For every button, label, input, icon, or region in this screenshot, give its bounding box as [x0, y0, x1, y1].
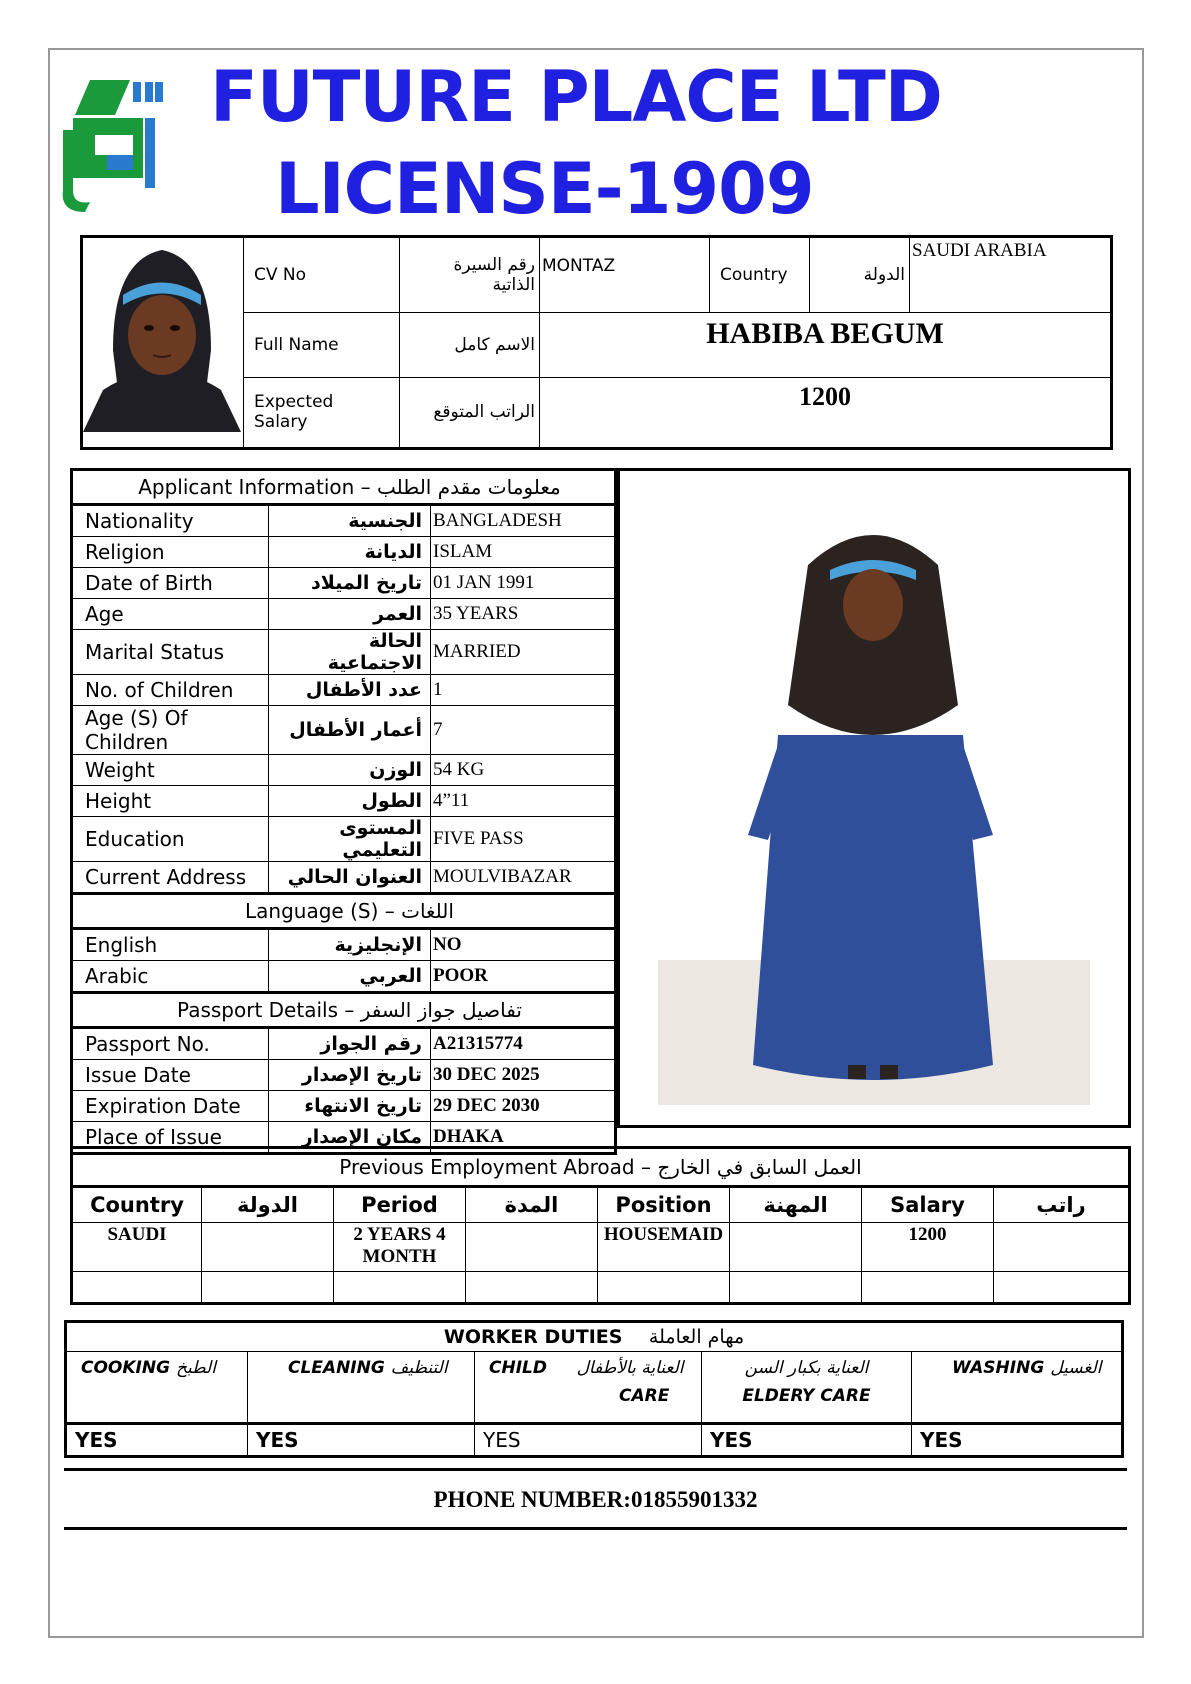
row-value: 35 YEARS: [431, 599, 616, 630]
col-salary: Salary: [862, 1187, 994, 1223]
emp-country: SAUDI: [72, 1223, 202, 1272]
row-label-ar: تاريخ الانتهاء: [269, 1091, 431, 1122]
row-label-ar: الديانة: [269, 537, 431, 568]
row-label-ar: رقم الجواز: [269, 1028, 431, 1060]
duty-value: YES: [66, 1424, 248, 1457]
table-row: [72, 706, 616, 755]
col-position-ar: المهنة: [730, 1187, 862, 1223]
duty-cooking: COOKING الطبخ: [66, 1352, 248, 1424]
row-label: English: [72, 929, 269, 961]
row-value: NO: [431, 929, 616, 961]
company-name: FUTURE PLACE LTD: [210, 56, 942, 138]
duties-header-en: WORKER DUTIES: [443, 1326, 623, 1348]
row-value: 01 JAN 1991: [431, 568, 616, 599]
full-name-value: HABIBA BEGUM: [540, 313, 1112, 378]
col-salary-ar: راتب: [994, 1187, 1130, 1223]
applicant-information-table: [70, 468, 617, 1155]
empty-cell: [994, 1223, 1130, 1272]
duties-header: [66, 1322, 1123, 1352]
duties-header-ar: مهام العاملة: [648, 1326, 745, 1348]
row-label-ar: العمر: [269, 599, 431, 630]
row-label-ar: أعمار الأطفال: [269, 706, 431, 755]
row-label: Nationality: [72, 505, 269, 537]
country-value: SAUDI ARABIA: [910, 237, 1112, 313]
country-label-ar: الدولة: [810, 237, 910, 313]
row-label: Religion: [72, 537, 269, 568]
row-label-ar: عدد الأطفال: [269, 675, 431, 706]
emp-period: 2 YEARS 4 MONTH: [334, 1223, 466, 1272]
row-label: Education: [72, 817, 269, 862]
table-row: [72, 786, 616, 817]
duty-elderly-care: العناية بكبار السن ELDERY CARE: [702, 1352, 912, 1424]
row-label: Weight: [72, 755, 269, 786]
row-value: 54 KG: [431, 755, 616, 786]
row-value: FIVE PASS: [431, 817, 616, 862]
duty-value: YES: [702, 1424, 912, 1457]
table-row: [72, 1223, 1130, 1272]
row-label: Arabic: [72, 961, 269, 993]
employment-header: Previous Employment Abroad – العمل السابق في الخارج: [72, 1148, 1130, 1187]
passport-header: Passport Details – تفاصيل جواز السفر: [72, 993, 616, 1028]
row-label-ar: المستوى التعليمي: [269, 817, 431, 862]
salary-label: Expected Salary: [244, 377, 400, 448]
duty-washing: WASHING الغسيل: [912, 1352, 1123, 1424]
duty-cleaning: CLEANING التنظيف: [248, 1352, 475, 1424]
table-row: [72, 1028, 616, 1060]
phone-number: PHONE NUMBER:01855901332: [433, 1487, 758, 1512]
row-value: MOULVIBAZAR: [431, 862, 616, 894]
row-value: DHAKA: [431, 1122, 616, 1154]
row-value: BANGLADESH: [431, 505, 616, 537]
cv-label-ar: رقم السيرة الذاتية: [400, 237, 540, 313]
divider: [64, 1468, 1127, 1471]
country-label: Country: [710, 237, 810, 313]
row-label-ar: تاريخ الميلاد: [269, 568, 431, 599]
row-label: Age: [72, 599, 269, 630]
row-value: ISLAM: [431, 537, 616, 568]
row-label-ar: الحالة الاجتماعية: [269, 630, 431, 675]
row-label: Place of Issue: [72, 1122, 269, 1154]
table-row: [72, 599, 616, 630]
license-number: LICENSE-1909: [275, 148, 814, 230]
emp-salary: 1200: [862, 1223, 994, 1272]
row-label: Issue Date: [72, 1060, 269, 1091]
row-label: Age (S) Of Children: [72, 706, 269, 755]
company-logo: [55, 80, 165, 215]
table-row: [72, 675, 616, 706]
row-label-ar: الجنسية: [269, 505, 431, 537]
table-row: [72, 537, 616, 568]
duty-child-care: CHILD العناية بالأطفال CARE: [475, 1352, 702, 1424]
row-value: POOR: [431, 961, 616, 993]
row-value: 1: [431, 675, 616, 706]
row-value: A21315774: [431, 1028, 616, 1060]
applicant-header: Applicant Information – معلومات مقدم الطلب: [72, 470, 616, 505]
row-label: Date of Birth: [72, 568, 269, 599]
row-label: Marital Status: [72, 630, 269, 675]
row-value: 29 DEC 2030: [431, 1091, 616, 1122]
table-row: [72, 862, 616, 894]
table-row: [72, 1272, 1130, 1304]
table-row: [72, 1091, 616, 1122]
empty-cell: [202, 1223, 334, 1272]
duty-value: YES: [475, 1424, 702, 1457]
table-row: [72, 929, 616, 961]
table-row: [72, 961, 616, 993]
full-body-photo: [658, 505, 1090, 1105]
row-label: Passport No.: [72, 1028, 269, 1060]
col-period: Period: [334, 1187, 466, 1223]
col-country: Country: [72, 1187, 202, 1223]
row-label: Expiration Date: [72, 1091, 269, 1122]
row-label: Current Address: [72, 862, 269, 894]
row-value: 30 DEC 2025: [431, 1060, 616, 1091]
row-value: 7: [431, 706, 616, 755]
emp-position: HOUSEMAID: [598, 1223, 730, 1272]
portrait-photo: [83, 240, 241, 432]
table-row: [72, 755, 616, 786]
worker-duties-table: [64, 1320, 1124, 1458]
name-label: Full Name: [244, 313, 400, 378]
duty-value: YES: [912, 1424, 1123, 1457]
salary-value: 1200: [540, 377, 1112, 448]
row-label: No. of Children: [72, 675, 269, 706]
col-country-ar: الدولة: [202, 1187, 334, 1223]
salary-label-ar: الراتب المتوقع: [400, 377, 540, 448]
row-label-ar: تاريخ الإصدار: [269, 1060, 431, 1091]
table-row: [72, 1060, 616, 1091]
col-position: Position: [598, 1187, 730, 1223]
row-label-ar: الطول: [269, 786, 431, 817]
cv-label: CV No: [244, 237, 400, 313]
previous-employment-table: [70, 1146, 1131, 1305]
row-label-ar: الوزن: [269, 755, 431, 786]
row-label-ar: العربي: [269, 961, 431, 993]
row-value: MARRIED: [431, 630, 616, 675]
divider: [64, 1527, 1127, 1530]
empty-cell: [730, 1223, 862, 1272]
row-label: Height: [72, 786, 269, 817]
cv-value: MONTAZ: [540, 237, 710, 313]
duty-value: YES: [248, 1424, 475, 1457]
table-row: [72, 630, 616, 675]
row-label-ar: العنوان الحالي: [269, 862, 431, 894]
empty-cell: [466, 1223, 598, 1272]
row-label-ar: مكان الإصدار: [269, 1122, 431, 1154]
name-label-ar: الاسم كامل: [400, 313, 540, 378]
row-label-ar: الإنجليزية: [269, 929, 431, 961]
language-header: Language (S) – اللغات: [72, 894, 616, 929]
table-row: [72, 568, 616, 599]
row-value: 4”11: [431, 786, 616, 817]
table-row: [72, 817, 616, 862]
table-row: [72, 505, 616, 537]
col-period-ar: المدة: [466, 1187, 598, 1223]
